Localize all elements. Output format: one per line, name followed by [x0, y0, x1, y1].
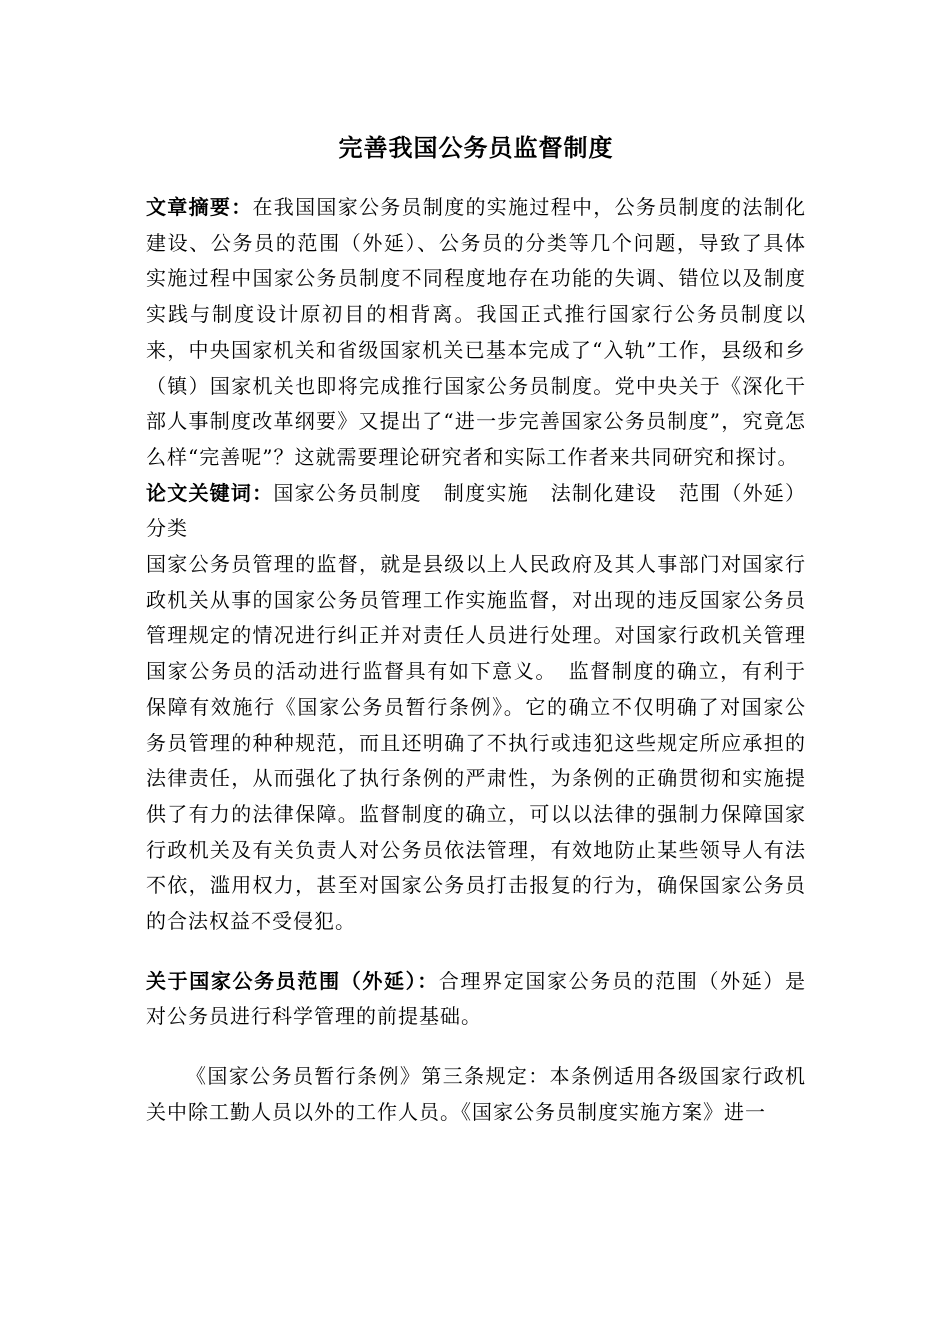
abstract-text: 在我国国家公务员制度的实施过程中，公务员制度的法制化建设、公务员的范围（外延）、公务员的分类等几个问题，导致了具体实施过程中国家公务员制度不同程度地存在功能的失调、错位以及制度实践与制度设计原初目的相背离。我国正式推行国家行公务员制度以来，中央国家机关和省级国家机关已基本完成了“入轨”工作，县级和乡（镇）国家机关也即将完成推行国家公务员制度。党中央关于《深化干部人事制度改革纲要》又提出了“进一步完善国家公务员制度”，究竟怎么样“完善呢”？这就需要理论研究者和实际工作者来共同研究和探讨。: [146, 195, 806, 469]
keyword-item: 国家公务员制度: [273, 480, 422, 505]
scope-label: 关于国家公务员范围（外延）：: [146, 968, 439, 993]
paragraph-spacer: [146, 1035, 806, 1059]
keyword-item: 制度实施: [443, 480, 529, 505]
scope-text: 合理界定国家公务员的范围（外延）是对公务员进行科学管理的前提基础。: [146, 968, 807, 1029]
paragraph-spacer: [146, 940, 806, 964]
document-title: 完善我国公务员监督制度: [338, 134, 614, 162]
keyword-item: 法制化建设: [550, 480, 657, 505]
document-page: [146, 128, 806, 1131]
keyword-item: 范围（外延）分类: [146, 480, 807, 541]
keywords-paragraph: [146, 476, 806, 547]
scope-paragraph: [146, 964, 806, 1035]
body-paragraph: 国家公务员管理的监督，就是县级以上人民政府及其人事部门对国家行政机关从事的国家公务员管理工作实施监督，对出现的违反国家公务员管理规定的情况进行纠正并对责任人员进行处理。对国家行政机关管理国家公务员的活动进行监督具有如下意义。 监督制度的确立，有利于保障有效施行《国家公务员暂行条例》。它的确立不仅明确了对国家公务员管理的种种规范，而且还明确了不执行或违犯这些规定所应承担的法律责任，从而强化了执行条例的严肃性，为条例的正确贯彻和实施提供了有力的法律保障。监督制度的确立，可以以法律的强制力保障国家行政机关及有关负责人对公务员依法管理，有效地防止某些领导人有法不依，滥用权力，甚至对国家公务员打击报复的行为，确保国家公务员的合法权益不受侵犯。: [146, 552, 806, 934]
body-paragraph: 《国家公务员暂行条例》第三条规定：本条例适用各级国家行政机关中除工勤人员以外的工作人员。《国家公务员制度实施方案》进一: [146, 1064, 806, 1124]
keywords-label: 论文关键词：: [146, 480, 274, 505]
abstract-label: 文章摘要：: [146, 195, 253, 219]
abstract-paragraph: [146, 190, 806, 476]
